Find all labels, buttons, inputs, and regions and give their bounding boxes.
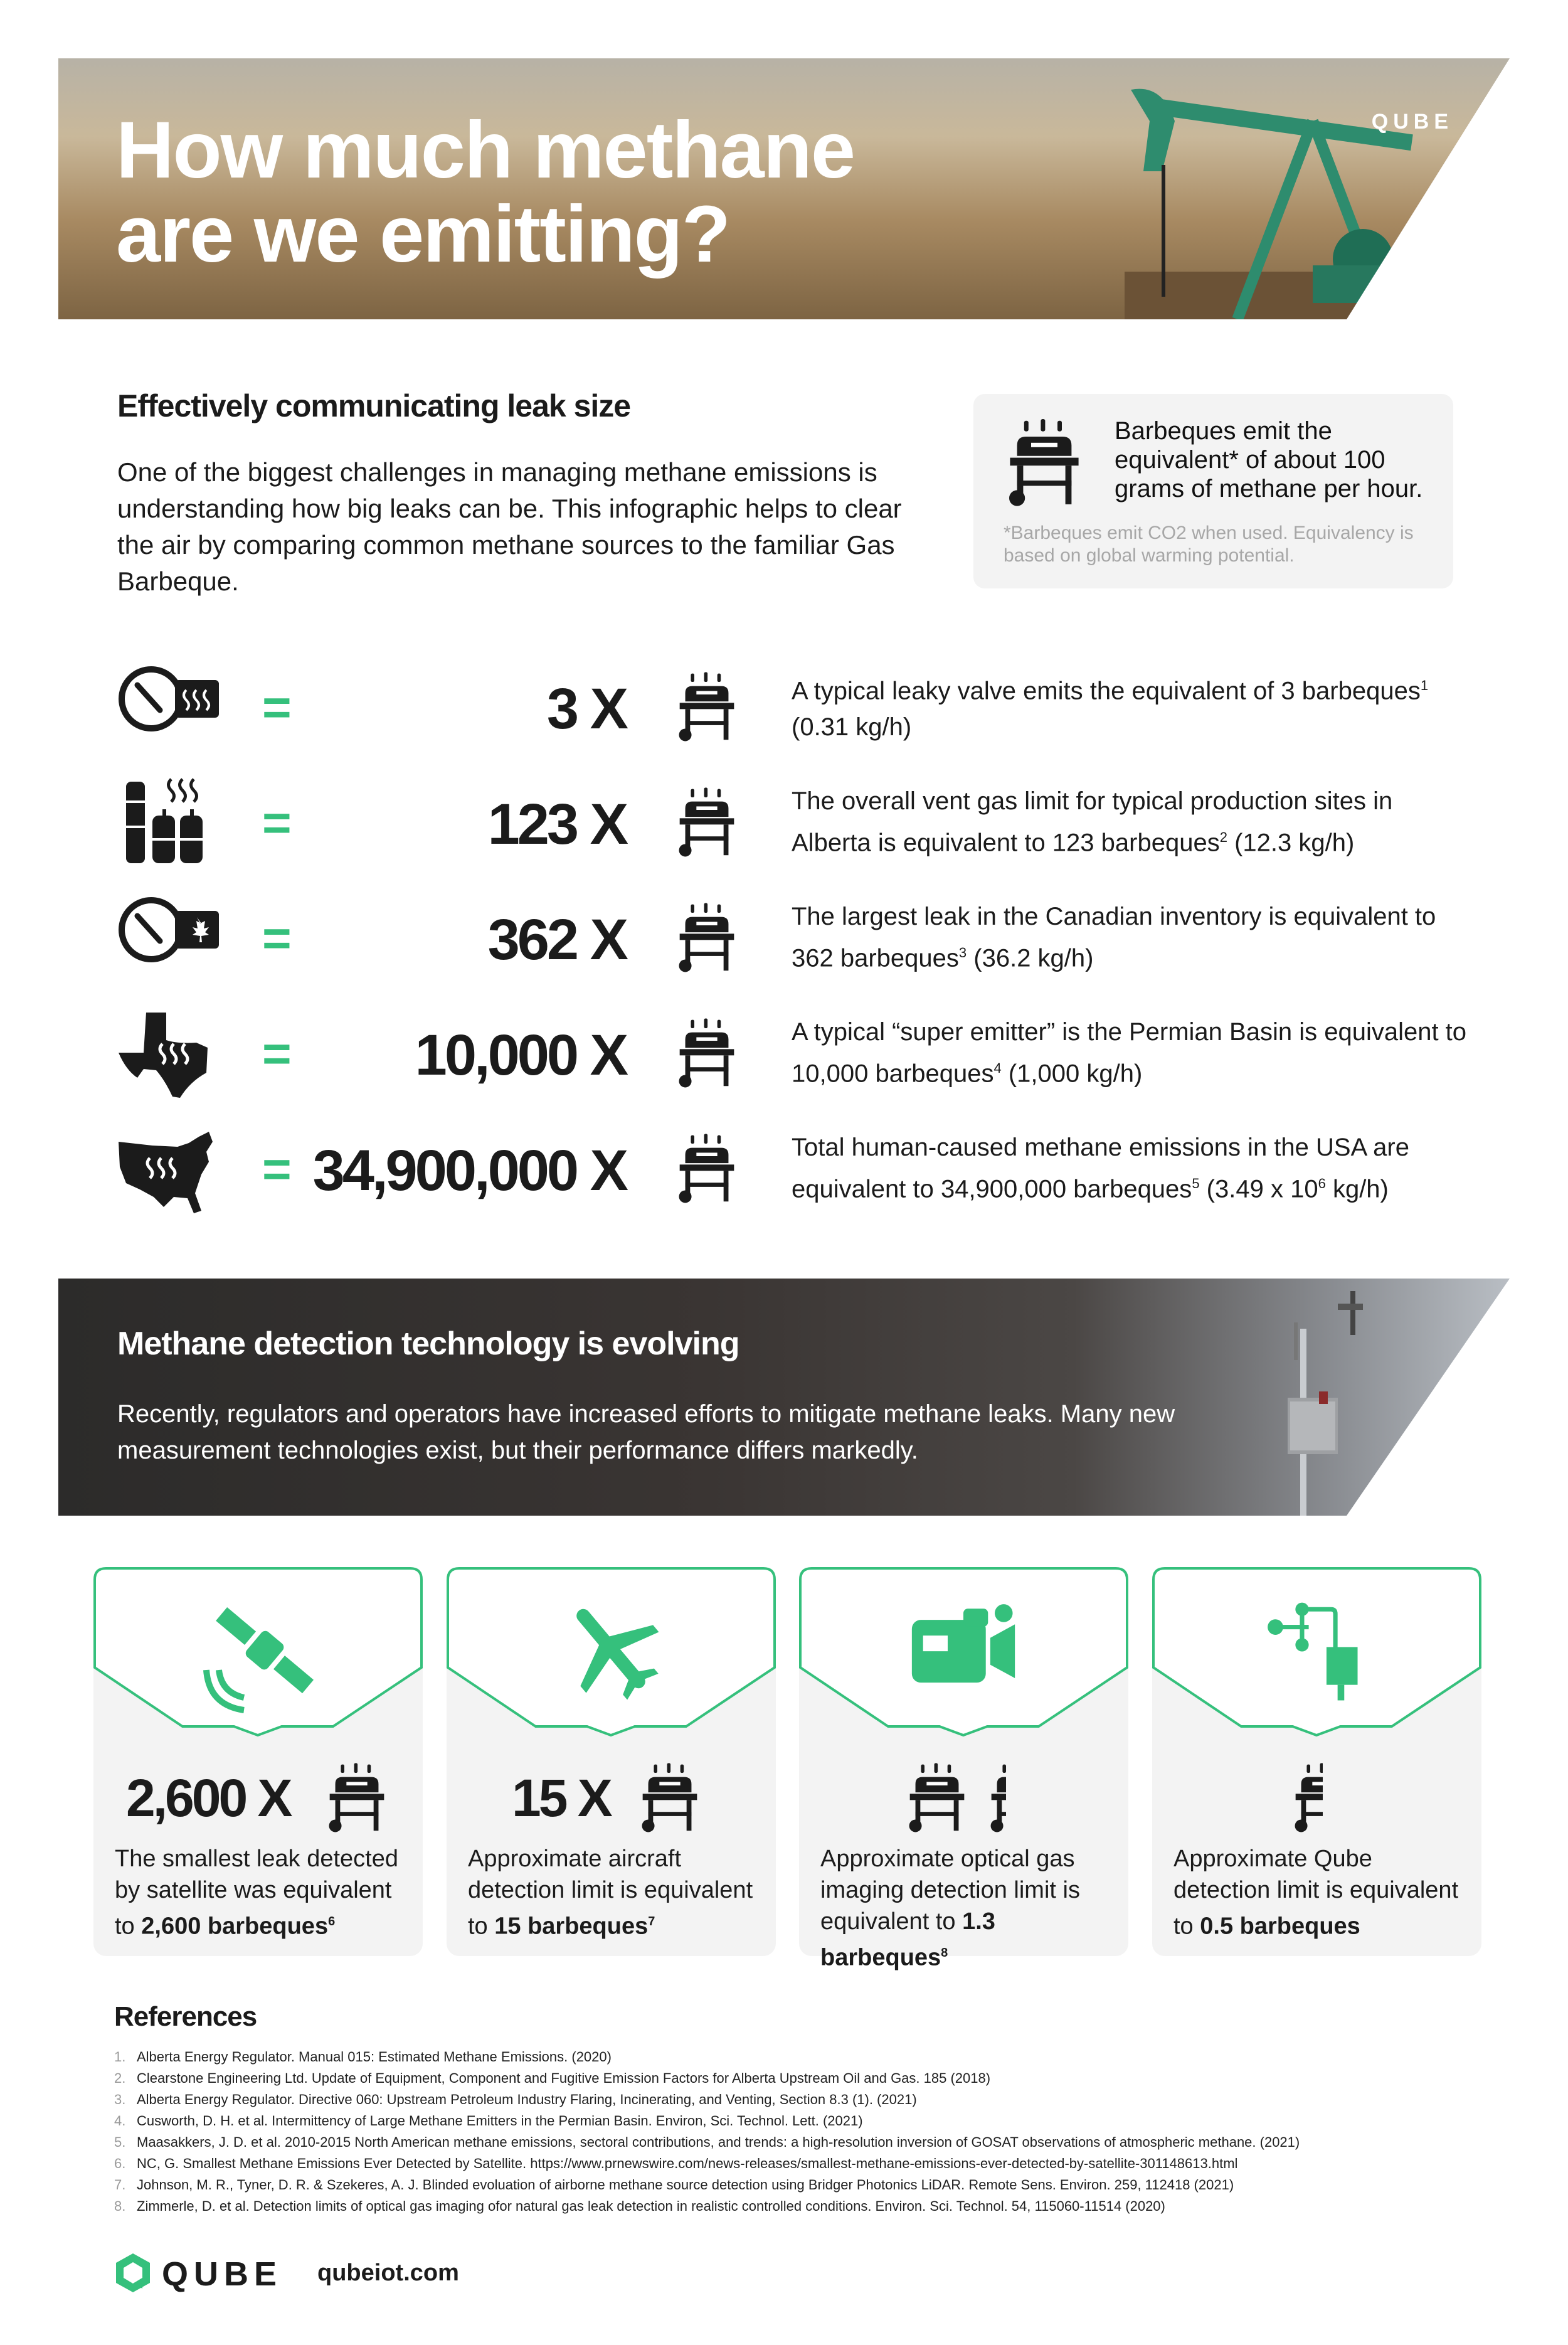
hero-logo: QUBE bbox=[1371, 110, 1453, 134]
barbeque-icon bbox=[675, 785, 738, 859]
equals-sign: = bbox=[262, 795, 292, 851]
multiplier: 34,900,000 X bbox=[312, 1139, 626, 1203]
callout-note: *Barbeques emit CO2 when used. Equivalency is based on global warming potential. bbox=[1004, 523, 1414, 566]
callout-main: Barbeques emit the equivalent* of about 100 grams of methane per hour. bbox=[1115, 417, 1423, 502]
detection-title: Methane detection technology is evolving bbox=[117, 1326, 739, 1362]
title-line-2: are we emitting? bbox=[116, 189, 729, 279]
equals-sign: = bbox=[262, 910, 292, 966]
airplane-icon bbox=[554, 1592, 667, 1705]
qube-sensor-icon bbox=[1266, 1596, 1367, 1703]
barbeque-icon bbox=[1004, 419, 1085, 507]
detection-card bbox=[93, 1567, 423, 1956]
comparison-row bbox=[0, 777, 1568, 871]
reference-item: 5. Maasakkers, J. D. et al. 2010-2015 North American methane emissions, sectoral contributions, and trends: a high-resolution inversion of GOSAT observations of atmospheric methane. (2021) bbox=[114, 2134, 1300, 2150]
barbeque-icon bbox=[906, 1762, 968, 1834]
multiplier: 3 X bbox=[546, 677, 626, 741]
detection-card bbox=[1152, 1567, 1481, 1956]
intro-title: Effectively communicating leak size bbox=[117, 388, 631, 423]
barbeque-partial-icon bbox=[987, 1762, 1050, 1834]
title-line-1: How much methane bbox=[116, 105, 855, 195]
multiplier: 123 X bbox=[487, 792, 626, 856]
card-text: Approximate Qube detection limit is equivalent to 0.5 barbeques bbox=[1173, 1846, 1459, 1940]
reference-item: 8. Zimmerle, D. et al. Detection limits of optical gas imaging ofor natural gas leak detection in realistic controlled conditions. Environ. Sci. Technol. 54, 115060-11514 (2020) bbox=[114, 2198, 1165, 2214]
barbeque-icon bbox=[675, 1132, 738, 1206]
barbeque-icon bbox=[675, 1016, 738, 1090]
card-multiplier: 15 X bbox=[512, 1768, 610, 1827]
reference-item: 3. Alberta Energy Regulator. Directive 060: Upstream Petroleum Industry Flaring, Incinerating, and Venting, Section 8.3 (1). (2021) bbox=[114, 2092, 917, 2107]
multiplier: 362 X bbox=[487, 908, 626, 972]
equals-sign: = bbox=[262, 1026, 292, 1082]
qube-logo-icon bbox=[114, 2252, 152, 2294]
references-list bbox=[114, 2046, 1525, 2217]
canada-gauge-icon bbox=[115, 892, 221, 986]
intro-text: One of the biggest challenges in managing methane emissions is understanding how big leaks can be. This infographic helps to clear the air by comparing common methane sources to the familiar Gas Barbeque. bbox=[117, 457, 902, 596]
reference-item: 1. Alberta Energy Regulator. Manual 015: Estimated Methane Emissions. (2020) bbox=[114, 2049, 612, 2065]
equals-sign: = bbox=[262, 1141, 292, 1197]
comparison-row bbox=[0, 1008, 1568, 1102]
barbeque-icon bbox=[638, 1762, 701, 1834]
reference-item: 2. Clearstone Engineering Ltd. Update of Equipment, Component and Fugitive Emission Factors for Alberta Upstream Oil and Gas. 185 (2018) bbox=[114, 2070, 991, 2086]
detection-card bbox=[799, 1567, 1128, 1971]
card-text: Approximate optical gas imaging detection limit is equivalent to 1.3 barbeques$^8$ bbox=[820, 1846, 1080, 1971]
comparison-row bbox=[0, 661, 1568, 755]
satellite-icon bbox=[194, 1592, 319, 1718]
barbeque-partial-icon bbox=[1291, 1762, 1354, 1834]
card-stat bbox=[93, 1755, 423, 1837]
texas-icon bbox=[115, 1008, 221, 1102]
references-title: References bbox=[114, 2001, 257, 2032]
reference-item: 6. NC, G. Smallest Methane Emissions Ever Detected by Satellite. https://www.prnewswire.com/news-releases/smallest-methane-emissions-ever-detected-by-satellite-301148613.html bbox=[114, 2156, 1238, 2171]
comparison-description: The largest leak in the Canadian inventory is equivalent to 362 barbeques$^3$ (36.2 kg/h) bbox=[792, 903, 1436, 972]
reference-item: 4. Cusworth, D. H. et al. Intermittency of Large Methane Emitters in the Permian Basin. Environ, Sci. Technol. Lett. (2021) bbox=[114, 2113, 863, 2129]
barbeque-icon bbox=[675, 670, 738, 744]
detection-card bbox=[447, 1567, 776, 1956]
comparison-description: A typical leaky valve emits the equivalent of 3 barbeques$^1$ (0.31 kg/h) bbox=[792, 677, 1429, 742]
multiplier: 10,000 X bbox=[415, 1023, 626, 1087]
card-stat bbox=[799, 1755, 1128, 1837]
camera-icon bbox=[907, 1600, 1020, 1694]
card-text: The smallest leak detected by satellite was equivalent to 2,600 barbeques$^6$ bbox=[115, 1846, 399, 1940]
detection-text: Recently, regulators and operators have increased efforts to mitigate methane leaks. Many new measurement technologies exist, but their performance differs markedly. bbox=[117, 1400, 1175, 1464]
card-stat bbox=[1152, 1755, 1481, 1837]
card-text: Approximate aircraft detection limit is equivalent to 15 barbeques$^7$ bbox=[468, 1846, 753, 1940]
leaky-valve-icon bbox=[115, 661, 221, 755]
usa-icon bbox=[115, 1123, 221, 1217]
comparison-description: Total human-caused methane emissions in the USA are equivalent to 34,900,000 barbeques$^5$ (3.49 x $10^6$ kg/h) bbox=[792, 1134, 1409, 1203]
barbeque-callout bbox=[973, 394, 1453, 588]
detection-banner bbox=[58, 1279, 1510, 1516]
hero-corner-cut bbox=[1347, 58, 1510, 319]
comparison-description: The overall vent gas limit for typical production sites in Alberta is equivalent to 123 barbeques$^2$ (12.3 kg/h) bbox=[792, 787, 1393, 857]
production-site-icon bbox=[115, 777, 221, 871]
page-title bbox=[116, 105, 994, 279]
comparison-row bbox=[0, 892, 1568, 986]
hero-banner bbox=[58, 58, 1510, 319]
card-stat bbox=[447, 1755, 776, 1837]
barbeque-icon bbox=[675, 901, 738, 975]
comparison-row bbox=[0, 1123, 1568, 1217]
reference-item: 7. Johnson, M. R., Tyner, D. R. & Szekeres, A. J. Blinded evoluation of airborne methane source detection using Bridger Photonics LiDAR. Remote Sens. Environ. 259, 112418 (2021) bbox=[114, 2177, 1234, 2193]
equals-sign: = bbox=[262, 679, 292, 735]
footer-brand: QUBE bbox=[162, 2255, 283, 2293]
barbeque-icon bbox=[326, 1762, 388, 1834]
footer-url[interactable]: qubeiot.com bbox=[317, 2260, 459, 2286]
card-multiplier: 2,600 X bbox=[126, 1768, 290, 1827]
comparison-description: A typical “super emitter” is the Permian Basin is equivalent to 10,000 barbeques$^4$ (1,000 kg/h) bbox=[792, 1018, 1467, 1088]
